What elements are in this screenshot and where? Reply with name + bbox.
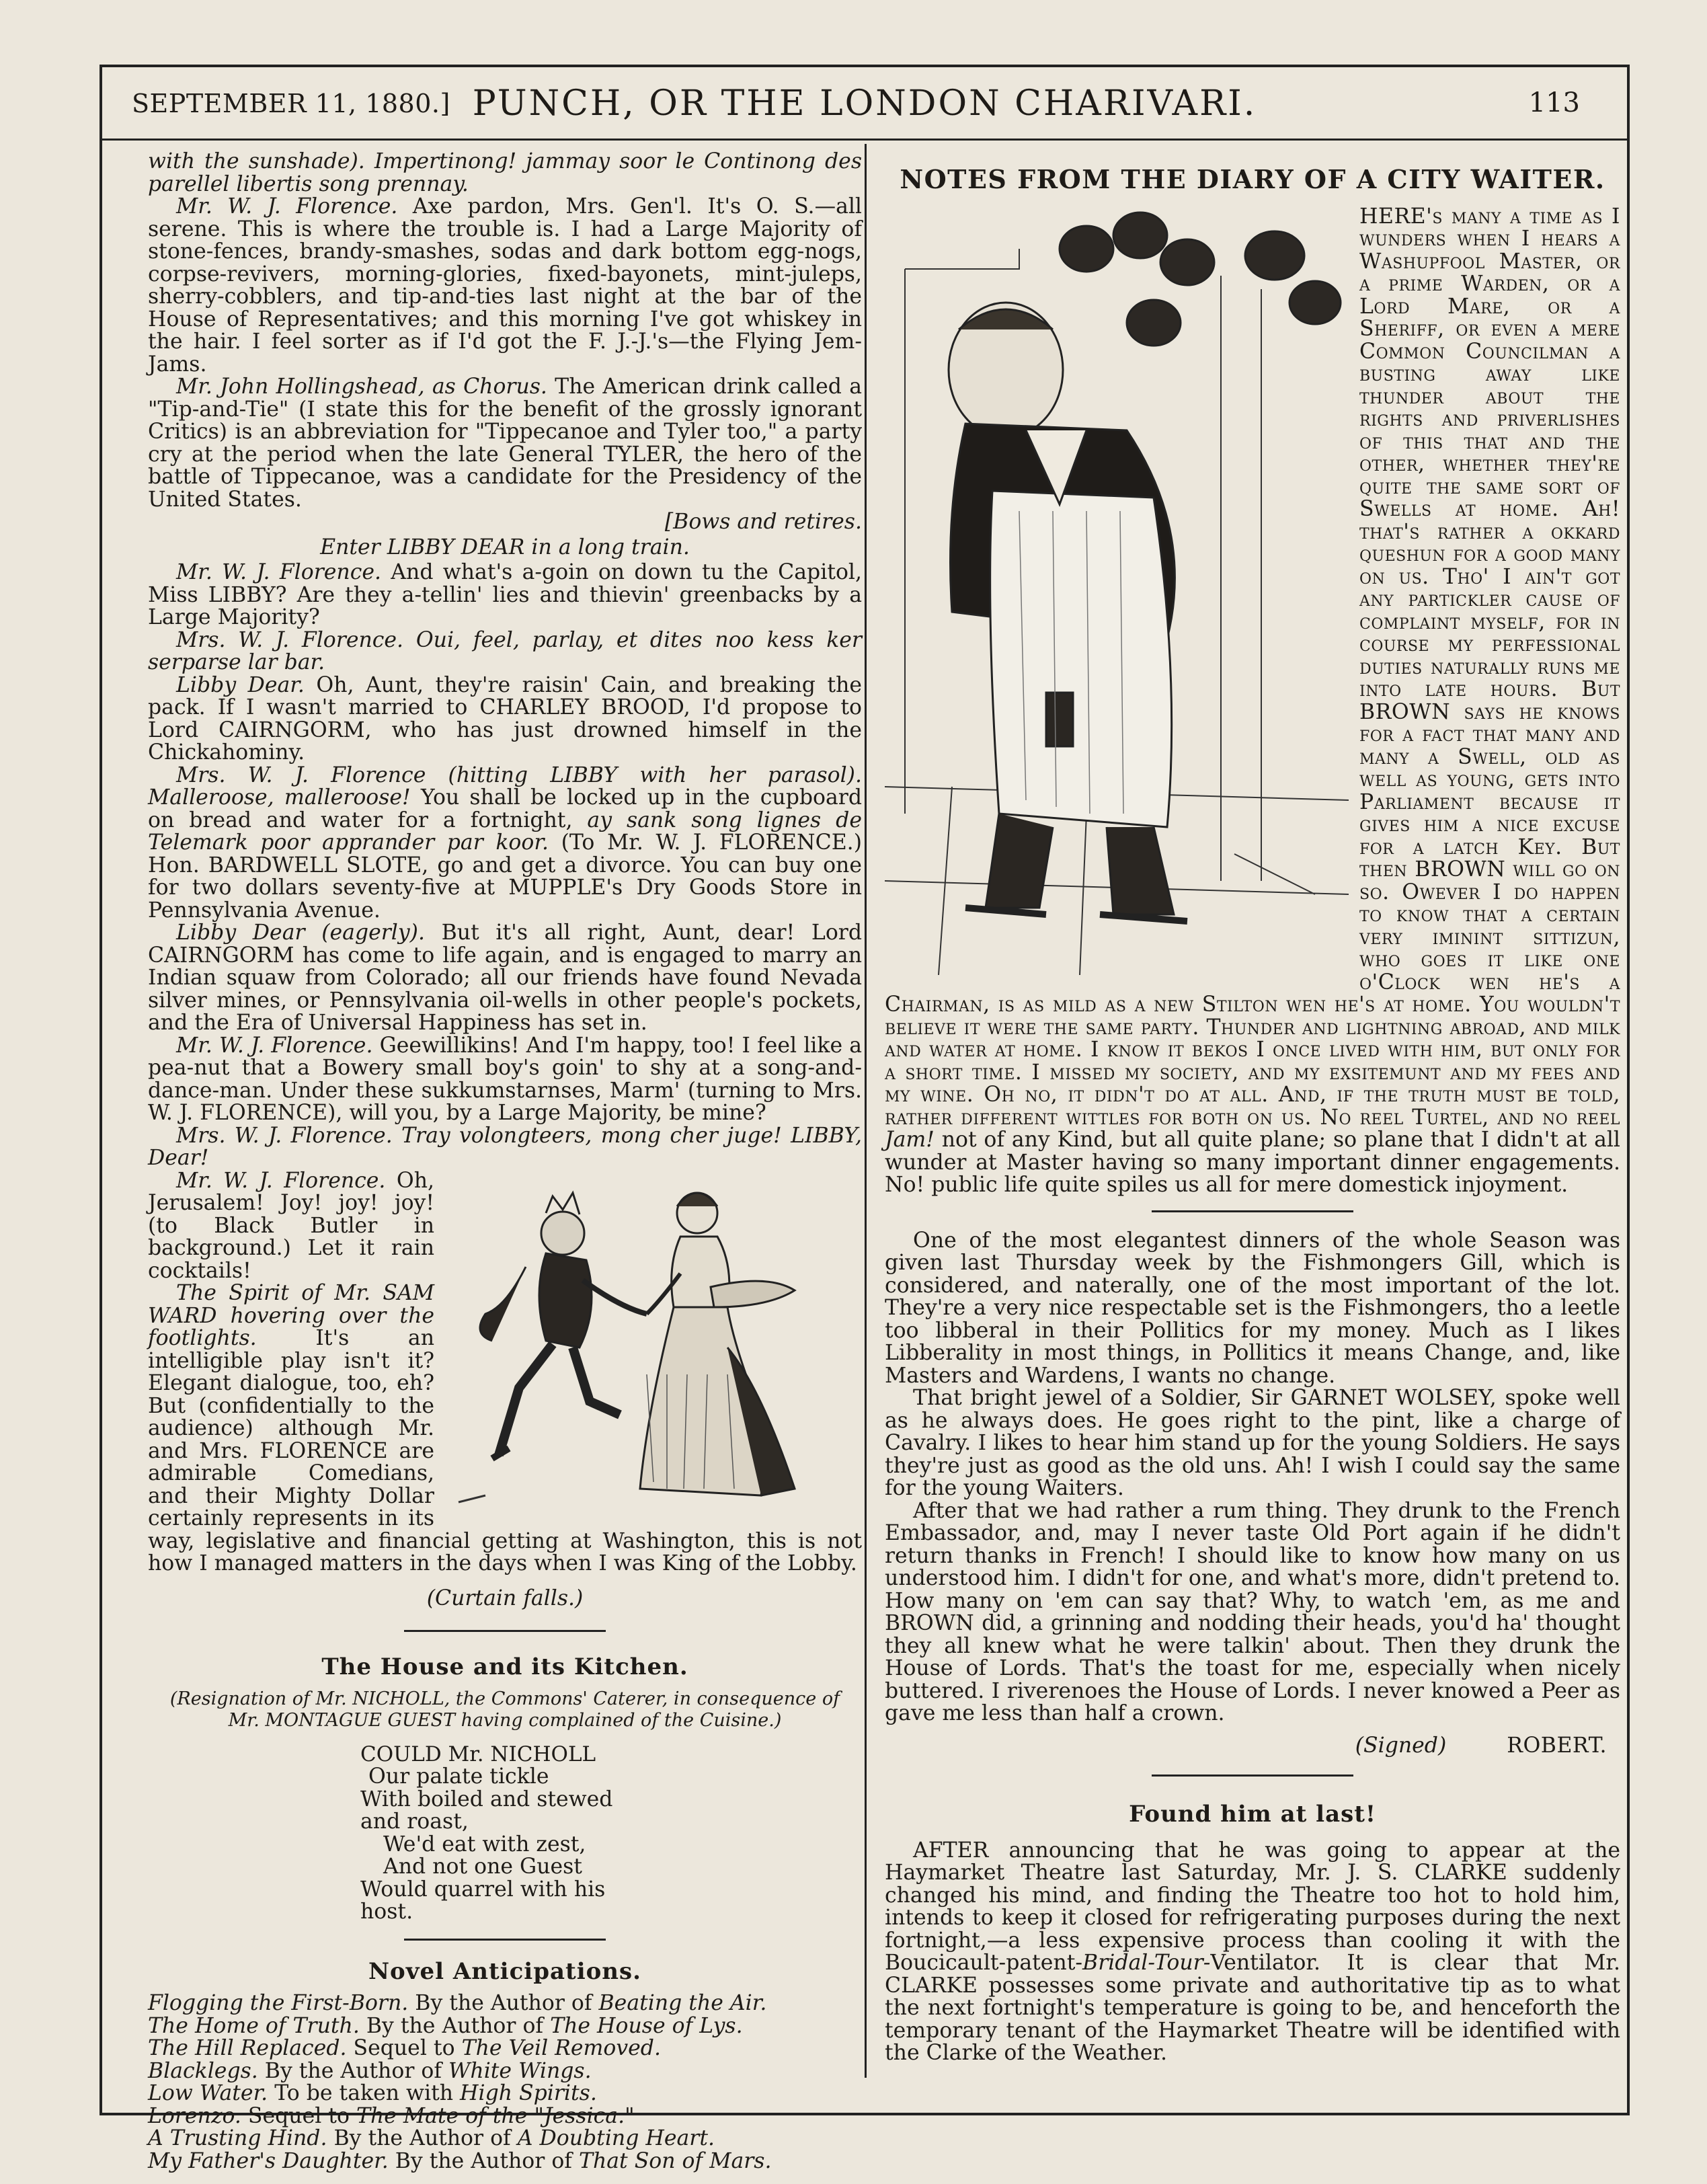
text-paragraph: with the sunshade). Impertinong! jammay soor le Continong des parellel libertis song prennay. bbox=[148, 149, 862, 196]
novel-connector: By the Author of bbox=[359, 2013, 551, 2038]
novel-title: Flogging the First-Born. bbox=[148, 1991, 409, 2015]
text-paragraph: That bright jewel of a Soldier, Sir GARNET WOLSEY, spoke well as he always does. He goes right to the pint, like a charge of Cavalry. I likes to hear him stand up for the young Soldiers. He says they're just as good as the old uns. Ah! I wish I could say the same for the young Waiters. bbox=[885, 1386, 1620, 1500]
novel-connector: By the Author of bbox=[408, 1991, 599, 2015]
novel-list-item bbox=[148, 2128, 862, 2150]
novel-reference: The Mate of the "Jessica." bbox=[356, 2103, 635, 2128]
novel-title: A Trusting Hind. bbox=[148, 2126, 327, 2150]
column-divider bbox=[865, 144, 867, 2078]
header-date: SEPTEMBER 11, 1880.] bbox=[132, 89, 450, 118]
header-page-number: 113 bbox=[1528, 87, 1580, 118]
novel-connector: By the Author of bbox=[257, 2058, 449, 2083]
text-paragraph: Mrs. W. J. Florence. Oui, feel, parlay, et dites noo kess ker serparse lar bar. bbox=[148, 627, 862, 674]
text-paragraph: Mr. W. J. Florence. Geewillikins! And I'm happy, too! I feel like a pea-nut that a Bowery small boy's goin' to shy at a song-and-dance-man. Under these sukkumstarnses, Marm' (turning to Mrs. W. J. FLORENCE), will you, by a Large Majority, be mine? bbox=[148, 1033, 862, 1125]
text-paragraph: AFTER announcing that he was going to appear at the Haymarket Theatre last Saturday, Mr. J. S. CLARKE suddenly changed his mind, and finding the Theatre too hot to hold him, intends to keep it closed for refrigerating purposes during the next fortnight,—a less expensive process than cooling it with the Boucicault-patent-Bridal-Tour-Ventilator. It is clear that Mr. CLARKE possesses some private and authoritative tip as to what the next fortnight's temperature is going to be, and henceforth the temporary tenant of the Haymarket Theatre will be identified with the Clarke of the Weather. bbox=[885, 1838, 1620, 2065]
stage-direction: Enter LIBBY DEAR in a long train. bbox=[320, 535, 690, 559]
header-rule bbox=[102, 139, 1627, 141]
text-paragraph: Mr. John Hollingshead, as Chorus. The American drink called a "Tip-and-Tie" (I state this for the benefit of the grossly ignorant Critics) is an abbreviation for "Tippecanoe and Tyler too," a party cry at the period when the late General TYLER, the hero of the battle of Tippecanoe, was a candidate for the Presidency of the United States. bbox=[148, 375, 862, 512]
novel-title: My Father's Daughter. bbox=[148, 2148, 389, 2173]
novel-list-item bbox=[148, 1992, 862, 2015]
novel-connector: By the Author of bbox=[327, 2126, 518, 2150]
text-paragraph: Mr. W. J. Florence. Axe pardon, Mrs. Gen'l. It's O. S.—all serene. This is where the trouble is. I had a Large Majority of stone-fences, brandy-smashes, sodas and dark bottom egg-nogs, corpse-revivers, morning-glories, fixed-bayonets, mint-juleps, sherry-cobblers, and tip-and-ties last night at the bar of the House of Representatives; and this morning I've got whiskey in the hair. I feel sorter as if I'd got the F. J.-J.'s—the Flying Jem-Jams. bbox=[148, 194, 862, 377]
novel-connector: By the Author of bbox=[388, 2148, 579, 2173]
novel-reference: That Son of Mars. bbox=[578, 2148, 772, 2173]
text-paragraph: Mr. W. J. Florence. And what's a-goin on down tu the Capitol, Miss LIBBY? Are they a-tellin' lies and thievin' greenbacks by a Large Majority? bbox=[148, 560, 862, 629]
section-title: The House and its Kitchen. bbox=[321, 1653, 688, 1680]
novel-reference: Beating the Air. bbox=[598, 1991, 767, 2015]
verse-line: COULD Mr. NICHOLL bbox=[360, 1742, 596, 1766]
novel-list-item bbox=[148, 2015, 862, 2038]
section-title: Novel Anticipations. bbox=[368, 1957, 642, 1985]
novel-list-item bbox=[148, 2037, 862, 2060]
text-paragraph: Mrs. W. J. Florence. Tray volongteers, mong cher juge! LIBBY, Dear! bbox=[148, 1123, 862, 1170]
novel-list-item bbox=[148, 2105, 862, 2128]
signature: (Signed) ROBERT. bbox=[1355, 1733, 1607, 1758]
stage-direction: (Curtain falls.) bbox=[426, 1586, 584, 1610]
right-column bbox=[885, 164, 1620, 2065]
section-rule bbox=[404, 1630, 606, 1632]
novel-title: Blacklegs. bbox=[148, 2058, 258, 2083]
text-paragraph: Libby Dear. Oh, Aunt, they're raisin' Cain, and breaking the pack. If I wasn't married to CHARLEY BROOD, I'd propose to Lord CAIRNGORM, who has just drowned himself in the Chickahominy. bbox=[148, 672, 862, 765]
novel-reference: The House of Lys. bbox=[550, 2013, 743, 2038]
novel-list-item bbox=[148, 2082, 862, 2105]
text-paragraph: The Spirit of Mr. SAM WARD hovering over the footlights. It's an intelligible play isn't it? Elegant dialogue, too, eh? But (confidentially to the audience) although Mr. and Mrs. FLORENCE are admirable Comedians, and their Mighty Dollar certainly represents in its way, legislative and financial getting at Washington, this is not how I managed matters in the days when I was King of the Lobby. bbox=[148, 1281, 862, 1575]
novel-connector: Sequel to bbox=[241, 2103, 356, 2128]
verse-line: Would quarrel with his host. bbox=[360, 1877, 606, 1924]
page-header bbox=[102, 70, 1627, 143]
text-paragraph: Libby Dear (eagerly). But it's all right, Aunt, dear! Lord CAIRNGORM has come to life again, and is engaged to marry an Indian squaw from Colorado; all our friends have found Nevada silver mines, or Pennsylvania oil-wells in other people's pockets, and the Era of Universal Happiness has set in. bbox=[148, 921, 862, 1035]
novel-title: Lorenzo. bbox=[148, 2103, 241, 2128]
novel-reference: White Wings. bbox=[448, 2058, 592, 2083]
verse-line: We'd eat with zest, bbox=[383, 1832, 586, 1857]
article-title: NOTES FROM THE DIARY OF A CITY WAITER. bbox=[900, 164, 1605, 194]
novel-title: The Hill Replaced. bbox=[148, 2036, 347, 2060]
novel-connector: To be taken with bbox=[268, 2081, 461, 2105]
novel-connector: Sequel to bbox=[346, 2036, 462, 2060]
dancing-couple-engraving bbox=[445, 1173, 862, 1522]
section-subtitle: (Resignation of Mr. NICHOLL, the Commons' Caterer, in consequence of Mr. MONTAGUE GUEST having complained of the Cuisine.) bbox=[169, 1688, 840, 1731]
header-title: PUNCH, OR THE LONDON CHARIVARI. bbox=[472, 83, 1257, 124]
section-title: Found him at last! bbox=[1129, 1801, 1376, 1828]
novel-reference: High Spirits. bbox=[460, 2081, 597, 2105]
verse-line: And not one Guest bbox=[383, 1855, 582, 1879]
section-rule bbox=[404, 1939, 606, 1941]
text-paragraph: HERE's many a time as I wunders when I hears a Washupfool Master, or a prime Warden, or a Lord Mare, or a Sheriff, or even a mere Common Councilman a busting away like thunder about the rights and priverlishes of this that and the other, whether they're quite the same sort of Swells at home. Ah! that's rather a okkard queshun for a good many on us. Tho' I ain't got any partickler cause of complaint myself, for in course my perfessional duties naturally runs me into late hours. But BROWN says he knows for a fact that many and many a Swell, old as well as young, gets into Parliament because it gives him a nice excuse for a latch Key. But then BROWN will go on so. Owever I do happen to know that a certain very iminint sittizun, who goes it like one o'Clock wen he's a Chairman, is as mild as a new Stilton wen he's at home. You wouldn't believe it were the same party. Thunder and lightning abroad, and milk and water at home. I know it bekos I once lived with him, but only for a short time. I missed my society, and my exsitemunt and my fees and my wine. Oh no, it didn't do at all. And, if the truth must be told, rather different wittles for both on us. No reel Turtel, and no reel Jam! not of any Kind, but all quite plane; so plane that I didn't at all wunder at Master having so many important dinner engagements. No! public life quite spiles us all for mere domestick injoyment. bbox=[885, 204, 1620, 1197]
verse-line: Our palate tickle bbox=[368, 1764, 549, 1789]
text-paragraph: Mrs. W. J. Florence (hitting LIBBY with her parasol). Malleroose, malleroose! You shall be locked up in the cupboard on bread and water for a fortnight, ay sank song lignes de Telemark poor apprander par koor. (To Mr. W. J. FLORENCE.) Hon. BARDWELL SLOTE, go and get a divorce. You can buy one for two dollars seventy-five at MUPPLE's Dry Goods Store in Pennsylvania Avenue. bbox=[148, 763, 862, 923]
illustration-dancing-couple bbox=[445, 1173, 862, 1522]
illustration-city-waiter bbox=[885, 208, 1349, 975]
left-column bbox=[148, 151, 862, 2173]
novel-title: The Home of Truth. bbox=[148, 2013, 360, 2038]
novel-reference: A Doubting Heart. bbox=[517, 2126, 715, 2150]
section-rule bbox=[1152, 1774, 1353, 1777]
section-rule bbox=[1152, 1210, 1353, 1212]
city-waiter-engraving bbox=[885, 208, 1349, 975]
stage-direction: [Bows and retires. bbox=[664, 510, 862, 534]
verse-line: With boiled and stewed and roast, bbox=[360, 1787, 613, 1834]
verse-block bbox=[360, 1744, 649, 1924]
novel-reference: The Veil Removed. bbox=[461, 2036, 661, 2060]
novel-title: Low Water. bbox=[148, 2081, 268, 2105]
novel-list bbox=[148, 1992, 862, 2173]
novel-list-item bbox=[148, 2150, 862, 2173]
novel-list-item bbox=[148, 2060, 862, 2083]
text-paragraph: Mr. W. J. Florence. Oh, Jerusalem! Joy! joy! joy! (to Black Butler in background.) Let it rain cocktails! bbox=[148, 1168, 434, 1283]
text-paragraph: After that we had rather a rum thing. They drunk to the French Embassador, and, may I never taste Old Port again if he didn't return thanks in French! I should like to know how many on us understood him. I didn't for one, and what's more, didn't pretend to. How many on 'em can say that? Why, to watch 'em, as me and BROWN did, a grinning and nodding their heads, you'd ha' thought they all knew what he were talkin' about. Then they drunk the House of Lords. That's the toast for me, especially when nicely buttered. I riverenoes the House of Lords. I never knowed a Peer as gave me less than half a crown. bbox=[885, 1498, 1620, 1725]
text-paragraph: One of the most elegantest dinners of the whole Season was given last Thursday week by the Fishmongers Gill, which is considered, and naterally, one of the most important of the lot. They're a very nice respectable set is the Fishmongers, tho a leetle too libberal in their Pollitics for my money. Much as I likes Libberality in most things, in Pollitics it means Change, and, like Masters and Wardens, I wants no change. bbox=[885, 1228, 1620, 1388]
